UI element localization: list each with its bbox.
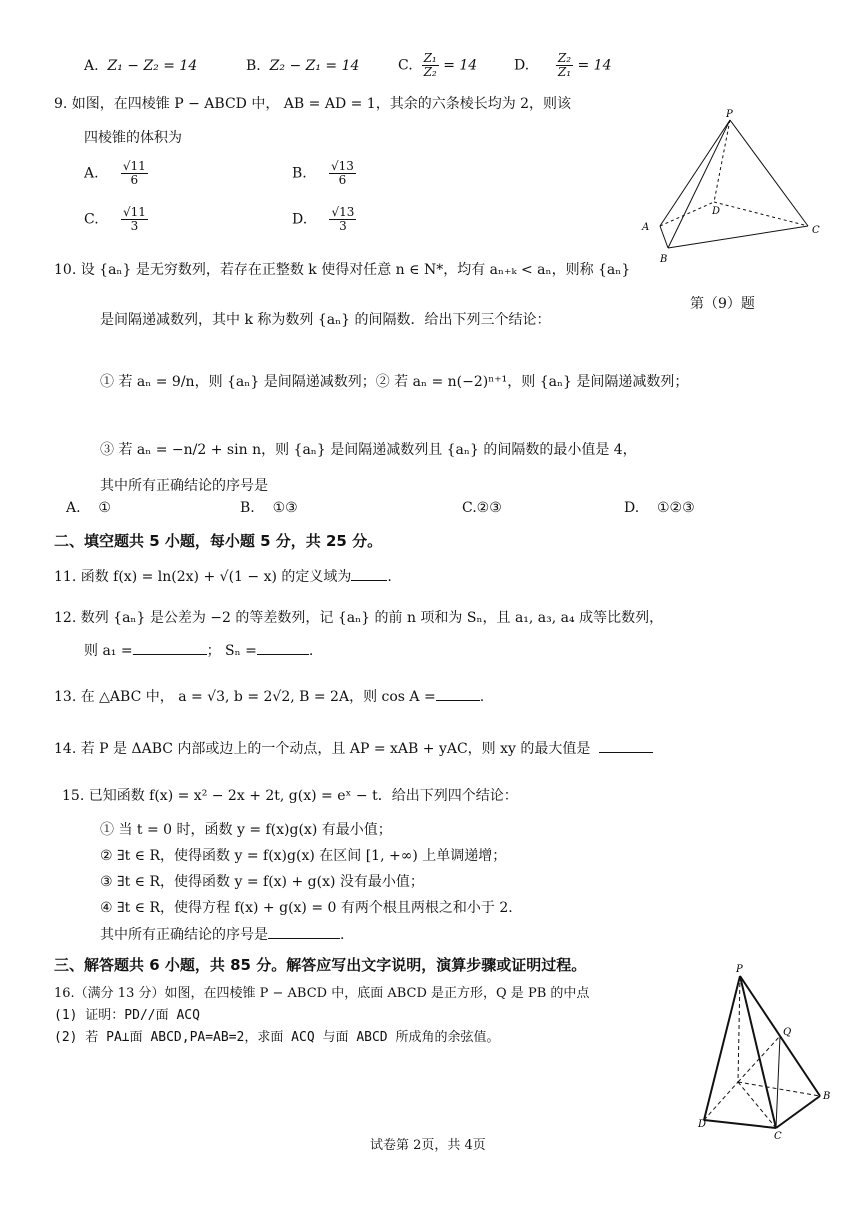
q9-option-d: D. $\frac{√13}{3}$	[292, 205, 355, 234]
q16-stem: 16.（满分 13 分）如图，在四棱锥 P − ABCD 中，底面 ABCD 是正方形，Q 是 PB 的中点	[54, 986, 590, 1001]
q10-ask: 其中所有正确结论的序号是	[100, 478, 268, 494]
q10-option-d: D. ①②③	[624, 500, 695, 516]
q8-option-d: D. $\frac{\text{Z₂}}{\text{Z₁}}$ = 14	[514, 51, 612, 80]
section-3-heading: 三、解答题共 6 小题，共 85 分。解答应写出文字说明，演算步骤或证明过程。	[54, 956, 587, 974]
page-footer: 试卷第 2页，共 4页	[370, 1138, 486, 1153]
q9-label-a: A	[642, 222, 650, 233]
q9-label-b: B	[660, 254, 668, 265]
q16-part-2: (2) 若 PA⊥面 ABCD,PA=AB=2，求面 ACQ 与面 ABCD 所成角的余弦值。	[54, 1030, 500, 1045]
q9-label-c: C	[812, 225, 820, 236]
q12-line2: 则 a₁ = ； Sₙ = .	[84, 643, 314, 659]
q8-option-b: B. Z₂ − Z₁ = 14	[246, 58, 360, 74]
q16-label-d: D	[698, 1119, 707, 1130]
q9-option-b: B. $\frac{√13}{6}$	[292, 159, 354, 188]
q9-pyramid-figure	[640, 108, 830, 268]
q9-caption: 第（9）题	[690, 296, 755, 312]
q10-stem-line1: 10. 设 {aₙ} 是无穷数列，若存在正整数 k 使得对任意 n ∈ N*，均有 aₙ₊ₖ < aₙ，则称 {aₙ}	[54, 262, 631, 278]
q9-stem-line2: 四棱锥的体积为	[84, 130, 182, 146]
q9-option-c: C. $\frac{√11}{3}$	[84, 205, 146, 234]
q10-stem-line2: 是间隔递减数列，其中 k 称为数列 {aₙ} 的间隔数．给出下列三个结论：	[100, 312, 551, 328]
q10-option-b: B. ①③	[240, 500, 298, 516]
q12-line1: 12. 数列 {aₙ} 是公差为 −2 的等差数列，记 {aₙ} 的前 n 项和为 Sₙ，且 a₁, a₃, a₄ 成等比数列，	[54, 610, 664, 626]
q10-option-a: A. ①	[66, 500, 111, 516]
q15-stem: 15. 已知函数 f(x) = x² − 2x + 2t, g(x) = eˣ − t．给出下列四个结论：	[62, 788, 518, 804]
q11: 11. 函数 f(x) = ln(2x) + √(1 − x) 的定义域为 .	[54, 569, 392, 585]
q16-label-c: C	[774, 1131, 782, 1142]
q14: 14. 若 P 是 ΔABC 内部或边上的一个动点，且 AP = xAB + yAC，则 xy 的最大值是	[54, 740, 653, 758]
q8-option-c: C. $\frac{\text{Z₁}}{\text{Z₂}}$ = 14	[398, 51, 478, 80]
q16-pyramid-figure	[694, 964, 844, 1144]
q15-item-1: ① 当 t = 0 时，函数 y = f(x)g(x) 有最小值；	[100, 822, 392, 838]
q16-part-1: (1) 证明：PD//面 ACQ	[54, 1008, 200, 1023]
q9-label-d: D	[712, 206, 721, 217]
q10-option-c: C.②③	[462, 500, 502, 516]
q10-conclusion-3: ③ 若 aₙ = −n/2 + sin n，则 {aₙ} 是间隔递减数列且 {aₙ} 的间隔数的最小值是 4，	[100, 442, 637, 458]
q15-item-3: ③ ∃t ∈ R，使得函数 y = f(x) + g(x) 没有最小值；	[100, 874, 424, 890]
q15-item-2: ② ∃t ∈ R，使得函数 y = f(x)g(x) 在区间 [1, +∞) 上单调递增；	[100, 848, 507, 864]
q9-label-p: P	[726, 109, 733, 120]
q13: 13. 在 △ABC 中， a = √3, b = 2√2, B = 2A，则 cos A = .	[54, 689, 485, 705]
q15-item-4: ④ ∃t ∈ R，使得方程 f(x) + g(x) = 0 有两个根且两根之和小于 2.	[100, 900, 513, 916]
q15-ask: 其中所有正确结论的序号是 .	[100, 927, 345, 943]
q16-label-p: P	[736, 964, 743, 975]
q16-label-b: B	[823, 1091, 831, 1102]
section-2-heading: 二、填空题共 5 小题，每小题 5 分，共 25 分。	[54, 532, 383, 550]
q9-option-a: A. $\frac{√11}{6}$	[84, 159, 146, 188]
q16-label-q: Q	[783, 1027, 792, 1038]
q10-conclusion-1-2: ① 若 aₙ = 9/n，则 {aₙ} 是间隔递减数列；② 若 aₙ = n(−2)ⁿ⁺¹，则 {aₙ} 是间隔递减数列；	[100, 374, 689, 390]
q9-stem-line1: 9. 如图，在四棱锥 P − ABCD 中， AB = AD = 1，其余的六条棱长均为 2，则该	[54, 96, 572, 112]
q8-option-a: A. Z₁ − Z₂ = 14	[84, 58, 198, 74]
